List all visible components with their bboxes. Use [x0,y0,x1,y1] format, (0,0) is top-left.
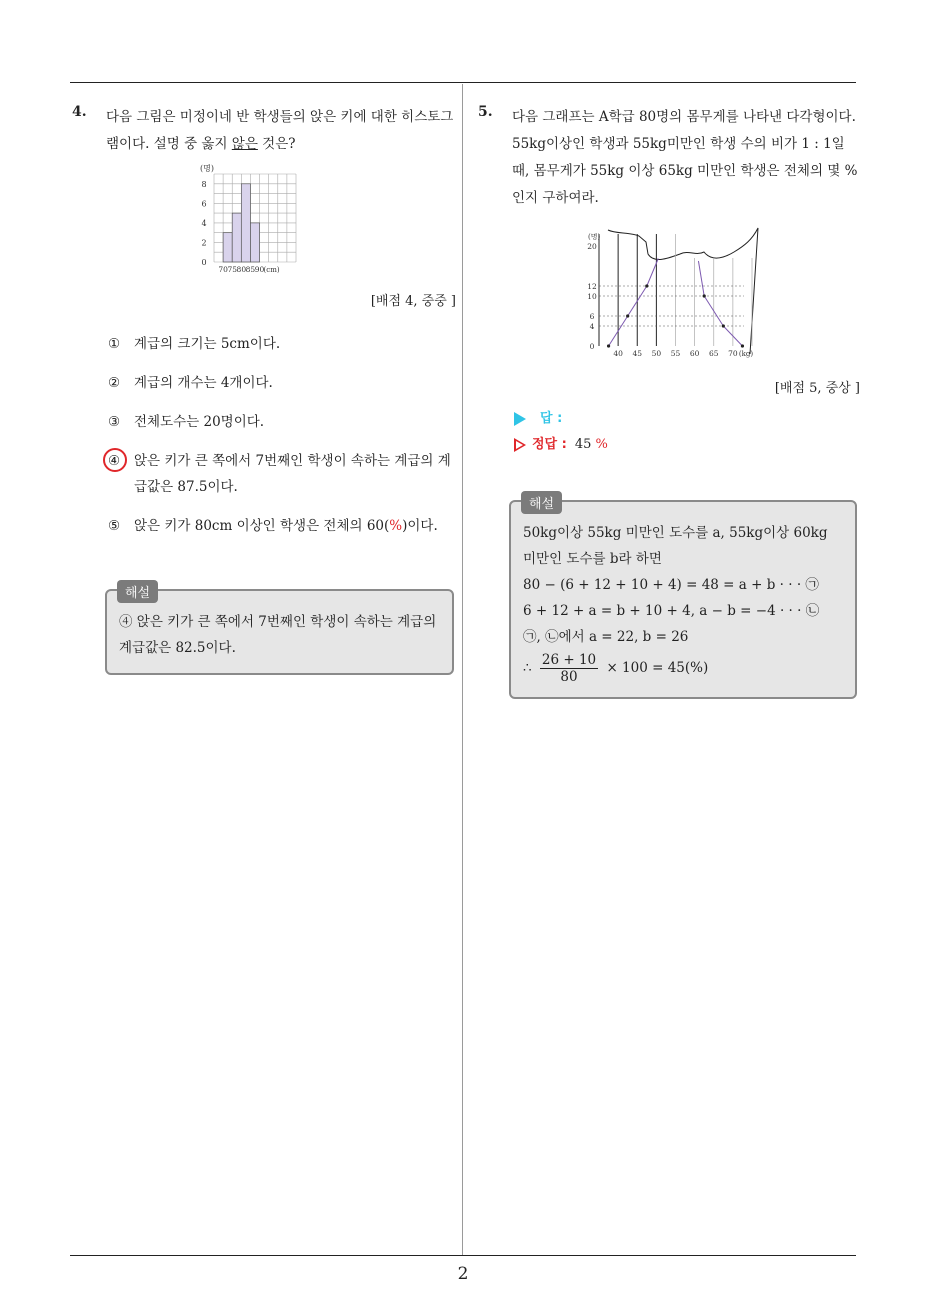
y-tick-label: 4 [201,218,207,228]
x-tick-label: 65 [708,349,719,358]
question-number: 5. [478,104,493,120]
equation-2: 6 + 12 + a = b + 10 + 4, a − b = −4 · · · ㉡ [523,603,820,619]
choice-1[interactable]: ① 계급의 크기는 5cm이다. [108,336,281,352]
correct-value: 45 [574,437,592,452]
bottom-rule [70,1255,856,1256]
y-tick-label: 0 [589,342,595,351]
outlined-triangle-icon [514,438,526,452]
selected-answer-circle [103,448,127,472]
question-5 [478,104,860,699]
y-tick-label: 6 [589,312,595,321]
choice-4[interactable]: ④ 앉은 키가 큰 쪽에서 7번째인 학생이 속하는 계급의 계급값은 87.5이다. [108,448,456,500]
y-axis-unit: (명) [200,164,214,173]
x-tick-label: 55 [670,349,681,358]
score-meta: [배점 4, 중중 ] [370,294,456,309]
x-tick-label: 75 [227,265,237,274]
data-point [703,294,706,297]
y-tick-label: 10 [587,292,597,301]
frequency-polygon-figure [574,224,764,369]
histogram-figure [194,162,334,282]
question-text: 다음 그림은 미정이네 반 학생들의 앉은 키에 대한 히스토그램이다. 설명 중 옳지 않은 것은? [106,109,454,152]
x-tick-label: 60 [689,349,700,358]
explanation-tag: 해설 [521,491,562,514]
score-meta: [배점 5, 중상 ] [774,381,860,396]
choice-3[interactable]: ③ 전체도수는 20명이다. [108,414,265,430]
histogram-bar [223,233,232,262]
page-number: 2 [457,1264,469,1284]
question-4 [72,104,456,675]
x-tick-label: 70 [218,265,228,274]
question-text: 다음 그래프는 A학급 80명의 몸무게를 나타낸 다각형이다. 55kg이상인 학생과 55kg미만인 학생 수의 비가 1 : 1일 때, 몸무게가 55kg 이상 65kg 미만인 학생은 전체의 몇 %인지 구하여라. [512,109,858,206]
correct-label: 정답 : [532,437,567,452]
final-equation: ∴ $\frac{26 + 10}{80}$ × 100 = 45(%) [523,652,709,685]
x-tick-label: 85 [245,265,256,274]
x-tick-label: 45 [632,349,643,358]
y-tick-label: 6 [201,199,207,209]
y-axis-unit: (명) [588,233,601,241]
data-point [645,284,648,287]
answer-label: 답 : [540,411,563,426]
correct-unit: % [595,437,608,452]
y-tick-label: 12 [587,282,597,291]
data-point [607,344,610,347]
x-axis-unit: (cm) [263,266,280,274]
column-divider [462,84,463,1255]
x-tick-label: 40 [613,349,623,358]
explanation-line: 50kg이상 55kg 미만인 도수를 a, 55kg이상 60kg 미만인 도수를 b라 하면 [523,525,828,567]
explanation-body [511,502,855,697]
torn-paper-outline [608,228,758,354]
data-point [741,344,744,347]
top-rule [70,82,856,83]
y-tick-label: 8 [201,179,207,189]
explanation-box [509,497,857,699]
play-icon [514,412,526,426]
data-point [722,324,725,327]
x-tick-label: 70 [728,349,738,358]
choice-2[interactable]: ② 계급의 개수는 4개이다. [108,375,273,391]
histogram-bar [250,223,259,262]
y-tick-label: 0 [201,258,207,267]
y-tick-label: 20 [587,242,597,251]
y-tick-label: 4 [589,322,595,331]
choice-list [72,331,456,539]
choice-5[interactable]: ⑤ 앉은 키가 80cm 이상인 학생은 전체의 60(%)이다. [108,518,438,534]
x-tick-label: 50 [651,349,662,358]
explanation-box [105,586,454,675]
answer-area [478,406,860,458]
histogram-bar [241,184,250,262]
x-axis-unit: (kg) [738,350,754,358]
x-tick-label: 80 [236,265,247,274]
polygon-segment [698,261,704,296]
y-tick-label: 2 [201,238,207,248]
question-number: 4. [72,104,87,120]
histogram-bar [232,213,241,262]
data-point [626,314,629,317]
equation-1: 80 − (6 + 12 + 10 + 4) = 48 = a + b · · · ㉠ [523,577,819,593]
explanation-text: ④ 앉은 키가 큰 쪽에서 7번째인 학생이 속하는 계급의 계급값은 82.5이다. [119,614,437,656]
explanation-tag: 해설 [117,580,158,603]
x-tick-label: 90 [254,265,265,274]
equation-3: ㉠, ㉡에서 a = 22, b = 26 [523,629,689,645]
